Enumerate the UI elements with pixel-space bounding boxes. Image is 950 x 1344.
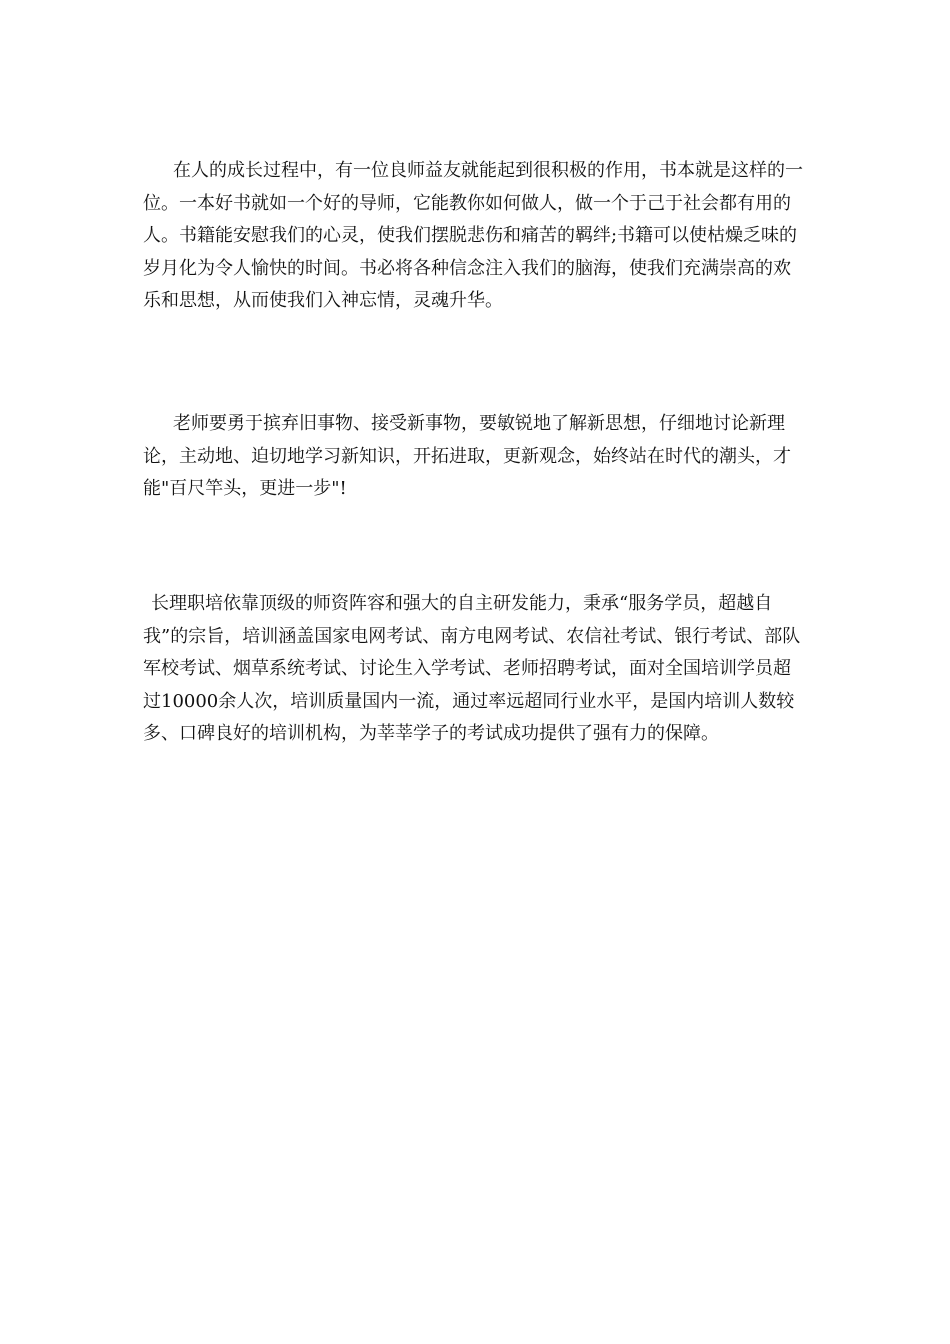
paragraph-training-institute: 长理职培依靠顶级的师资阵容和强大的自主研发能力，秉承“服务学员，超越自我”的宗旨，培训涵盖国家电网考试、南方电网考试、农信社考试、银行考试、部队军校考试、烟草系统考试、讨论生入学考试、老师招聘考试，面对全国培训学员超过10000余人次，培训质量国内一流，通过率远超同行业水平，是国内培训人数较多、口碑良好的培训机构，为莘莘学子的考试成功提供了强有力的保障。 — [143, 593, 801, 744]
paragraph-teachers: 老师要勇于摈弃旧事物、接受新事物，要敏锐地了解新思想，仔细地讨论新理论，主动地、迫切地学习新知识，开拓进取，更新观念，始终站在时代的潮头，才能"百尺竿头，更进一步"! — [143, 413, 791, 499]
paragraph-books: 在人的成长过程中，有一位良师益友就能起到很积极的作用，书本就是这样的一位。一本好书就如一个好的导师，它能教你如何做人，做一个于己于社会都有用的人。书籍能安慰我们的心灵，使我们摆脱悲伤和痛苦的羁绊;书籍可以使枯燥乏味的岁月化为令人愉快的时间。书必将各种信念注入我们的脑海，使我们充满崇高的欢乐和思想，从而使我们入神忘情，灵魂升华。 — [143, 160, 803, 311]
